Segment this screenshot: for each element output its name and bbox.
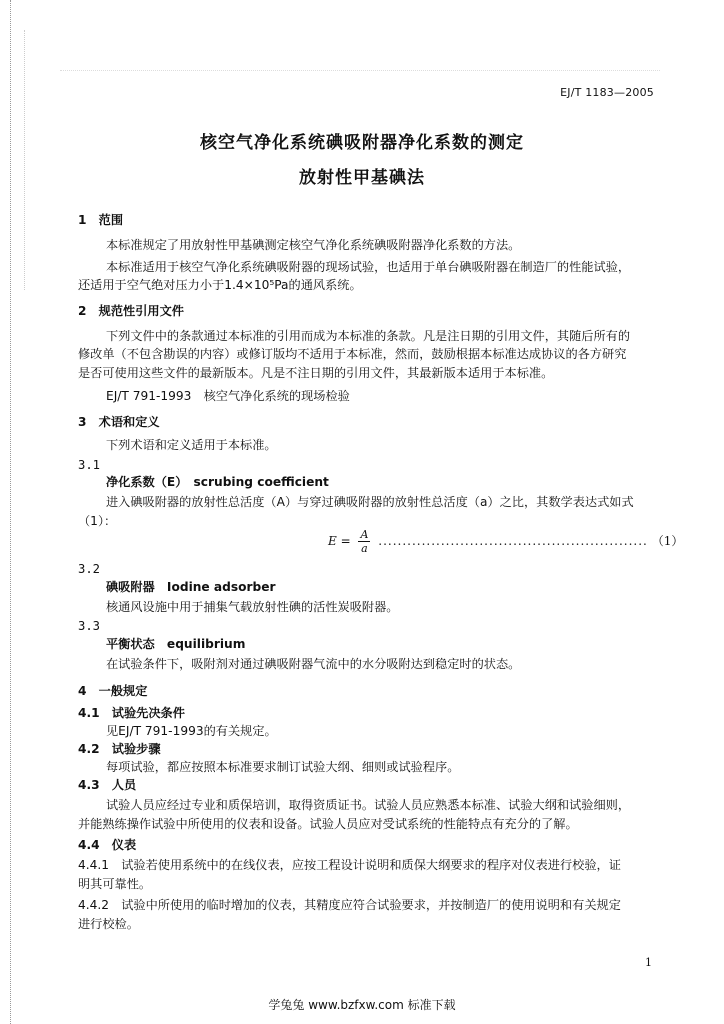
- term-heading: 碘吸附器 Iodine adsorber: [106, 580, 276, 594]
- subsection-heading: 4.1 试验先决条件: [78, 706, 185, 720]
- equation-leader-dots: ........................................................: [378, 534, 648, 548]
- scan-mark: [24, 30, 25, 290]
- document-title-line-1: 核空气净化系统碘吸附器净化系数的测定: [200, 133, 524, 153]
- subsection-heading: 4.3 人员: [78, 778, 137, 792]
- body-text: 试验人员应经过专业和质保培训，取得资质证书。试验人员应熟悉本标准、试验大纲和试验细则，: [106, 798, 631, 812]
- term-heading: 净化系数（E） scrubing coefficient: [106, 475, 329, 489]
- page-number: 1: [645, 956, 652, 969]
- document-title-line-2: 放射性甲基碘法: [299, 168, 425, 188]
- subsection-heading: 4.4 仪表: [78, 838, 137, 852]
- equation-fraction: [358, 528, 370, 555]
- body-text: 下列术语和定义适用于本标准。: [106, 438, 277, 452]
- equation-number: （1）: [651, 534, 684, 548]
- equation-lhs: E: [328, 534, 337, 548]
- clause-number: 3.3: [78, 619, 101, 633]
- body-text: 下列文件中的条款通过本标准的引用而成为本标准的条款。凡是注日期的引用文件，其随后所有的: [106, 329, 631, 343]
- term-heading: 平衡状态 equilibrium: [106, 637, 246, 651]
- section-heading: 4 一般规定: [78, 684, 148, 698]
- body-text: 每项试验，都应按照本标准要求制订试验大纲、细则或试验程序。: [106, 760, 460, 774]
- body-text: 核通风设施中用于捕集气载放射性碘的活性炭吸附器。: [106, 600, 399, 614]
- body-text: 4.4.1 试验若使用系统中的在线仪表，应按工程设计说明和质保大纲要求的程序对仪表进行校验，证: [78, 858, 621, 872]
- equation-1: [328, 528, 683, 555]
- reference-item: EJ/T 791-1993 核空气净化系统的现场检验: [106, 389, 350, 403]
- scan-mark-top: [60, 70, 660, 71]
- subsection-heading: 4.2 试验步骤: [78, 742, 161, 756]
- body-text: 是否可使用这些文件的最新版本。凡是不注日期的引用文件，其最新版本适用于本标准。: [78, 366, 554, 380]
- body-text: （1）：: [78, 514, 117, 528]
- body-text: 还适用于空气绝对压力小于1.4×10⁵Pa的通风系统。: [78, 278, 362, 292]
- standard-code: EJ/T 1183—2005: [560, 86, 654, 99]
- body-text: 4.4.2 试验中所使用的临时增加的仪表，其精度应符合试验要求，并按制造厂的使用说明和有关规定: [78, 898, 621, 912]
- equation-denominator: a: [361, 542, 368, 555]
- body-text: 见EJ/T 791-1993的有关规定。: [106, 724, 277, 738]
- footer-watermark-text: 学兔兔 www.bzfxw.com 标准下载: [268, 998, 456, 1012]
- body-text: 并能熟练操作试验中所使用的仪表和设备。试验人员应对受试系统的性能特点有充分的了解。: [78, 817, 578, 831]
- equation-numerator: A: [360, 528, 369, 541]
- clause-number: 3.2: [78, 562, 101, 576]
- body-text: 本标准适用于核空气净化系统碘吸附器的现场试验，也适用于单台碘吸附器在制造厂的性能试验，: [106, 260, 631, 274]
- body-text: 在试验条件下，吸附剂对通过碘吸附器气流中的水分吸附达到稳定时的状态。: [106, 657, 521, 671]
- body-text: 明其可靠性。: [78, 877, 152, 891]
- binding-line: [10, 0, 11, 1024]
- body-text: 进行校检。: [78, 917, 139, 931]
- equation-equals: =: [340, 534, 351, 548]
- body-text: 修改单（不包含勘误的内容）或修订版均不适用于本标准，然而，鼓励根据本标准达成协议的各方研究: [78, 347, 627, 361]
- body-text: 本标准规定了用放射性甲基碘测定核空气净化系统碘吸附器净化系数的方法。: [106, 238, 521, 252]
- section-heading: 1 范围: [78, 213, 124, 227]
- section-heading: 2 规范性引用文件: [78, 304, 184, 318]
- section-heading: 3 术语和定义: [78, 415, 160, 429]
- body-text: 进入碘吸附器的放射性总活度（A）与穿过碘吸附器的放射性总活度（a）之比，其数学表达式如式: [106, 495, 634, 509]
- clause-number: 3.1: [78, 458, 101, 472]
